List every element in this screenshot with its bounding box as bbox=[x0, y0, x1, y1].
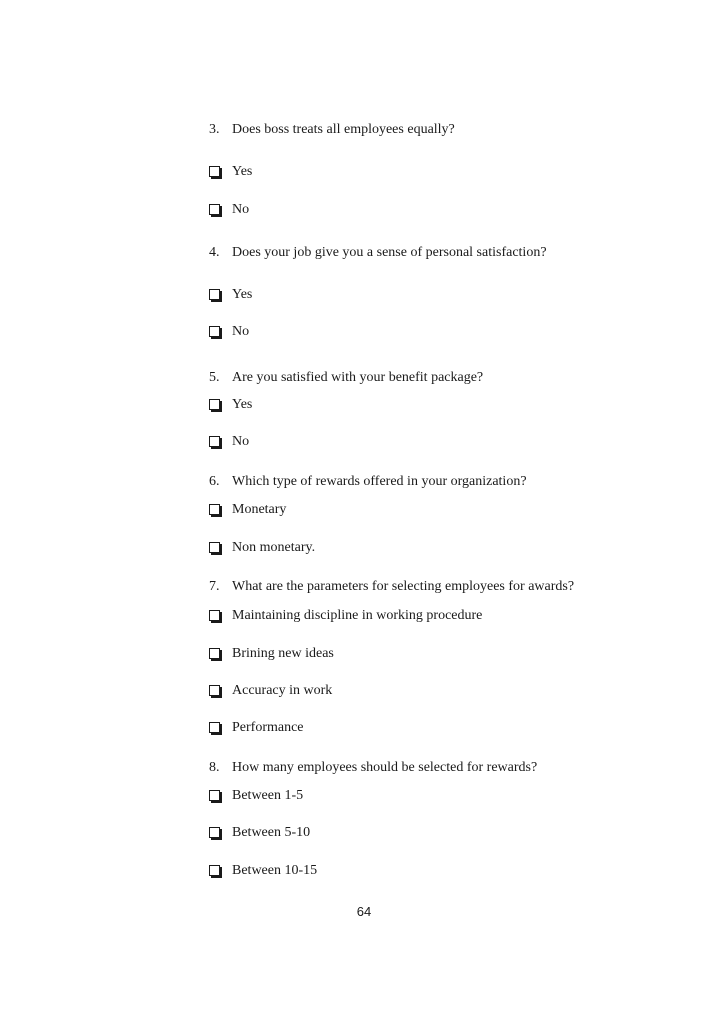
checkbox-icon[interactable] bbox=[209, 542, 220, 553]
question-5-option-yes[interactable] bbox=[209, 397, 629, 413]
question-number: 7. bbox=[209, 579, 220, 594]
question-7-option-new-ideas[interactable] bbox=[209, 646, 629, 662]
question-text: Which type of rewards offered in your organization? bbox=[232, 474, 527, 489]
checkbox-icon[interactable] bbox=[209, 204, 220, 215]
checkbox-icon[interactable] bbox=[209, 790, 220, 801]
checkbox-icon[interactable] bbox=[209, 827, 220, 838]
question-8-option-1-5[interactable] bbox=[209, 788, 629, 804]
checkbox-icon[interactable] bbox=[209, 648, 220, 659]
question-number: 6. bbox=[209, 474, 220, 489]
option-label: Brining new ideas bbox=[232, 646, 334, 661]
option-label: Between 10-15 bbox=[232, 863, 318, 878]
option-label: No bbox=[232, 202, 250, 217]
question-number: 4. bbox=[209, 245, 220, 260]
question-3 bbox=[209, 122, 455, 138]
checkbox-icon[interactable] bbox=[209, 399, 220, 410]
option-label: Between 5-10 bbox=[232, 825, 311, 840]
question-number: 3. bbox=[209, 122, 220, 137]
question-5 bbox=[209, 370, 483, 386]
option-label: Accuracy in work bbox=[232, 683, 333, 698]
option-label: Maintaining discipline in working procedure bbox=[232, 608, 483, 623]
question-6 bbox=[209, 474, 527, 490]
checkbox-icon[interactable] bbox=[209, 685, 220, 696]
question-text: What are the parameters for selecting employees for awards? bbox=[232, 579, 575, 594]
question-4 bbox=[209, 245, 547, 261]
checkbox-icon[interactable] bbox=[209, 289, 220, 300]
option-label: Between 1-5 bbox=[232, 788, 304, 803]
question-7-option-performance[interactable] bbox=[209, 720, 629, 736]
option-label: Performance bbox=[232, 720, 304, 735]
question-7 bbox=[209, 579, 574, 595]
question-4-option-no[interactable] bbox=[209, 324, 629, 340]
option-label: Yes bbox=[232, 397, 253, 412]
option-label: Monetary bbox=[232, 502, 287, 517]
question-7-option-accuracy[interactable] bbox=[209, 683, 629, 699]
option-label: Yes bbox=[232, 164, 253, 179]
question-5-option-no[interactable] bbox=[209, 434, 629, 450]
option-label: No bbox=[232, 324, 250, 339]
checkbox-icon[interactable] bbox=[209, 504, 220, 515]
question-4-option-yes[interactable] bbox=[209, 287, 629, 303]
question-text: How many employees should be selected for rewards? bbox=[232, 760, 538, 775]
question-6-option-monetary[interactable] bbox=[209, 502, 629, 518]
checkbox-icon[interactable] bbox=[209, 436, 220, 447]
question-3-option-yes[interactable] bbox=[209, 164, 629, 180]
question-6-option-non-monetary[interactable] bbox=[209, 540, 629, 556]
question-8-option-5-10[interactable] bbox=[209, 825, 629, 841]
option-label: No bbox=[232, 434, 250, 449]
question-3-option-no[interactable] bbox=[209, 202, 629, 218]
checkbox-icon[interactable] bbox=[209, 326, 220, 337]
question-text: Does boss treats all employees equally? bbox=[232, 122, 455, 137]
checkbox-icon[interactable] bbox=[209, 166, 220, 177]
question-8 bbox=[209, 760, 537, 776]
checkbox-icon[interactable] bbox=[209, 722, 220, 733]
question-text: Does your job give you a sense of personal satisfaction? bbox=[232, 245, 547, 260]
option-label: Non monetary. bbox=[232, 540, 316, 555]
question-number: 8. bbox=[209, 760, 220, 775]
checkbox-icon[interactable] bbox=[209, 865, 220, 876]
page-number: 64 bbox=[356, 904, 372, 919]
option-label: Yes bbox=[232, 287, 253, 302]
checkbox-icon[interactable] bbox=[209, 610, 220, 621]
question-text: Are you satisfied with your benefit package? bbox=[232, 370, 484, 385]
question-number: 5. bbox=[209, 370, 220, 385]
question-7-option-discipline[interactable] bbox=[209, 608, 629, 624]
question-8-option-10-15[interactable] bbox=[209, 863, 629, 879]
